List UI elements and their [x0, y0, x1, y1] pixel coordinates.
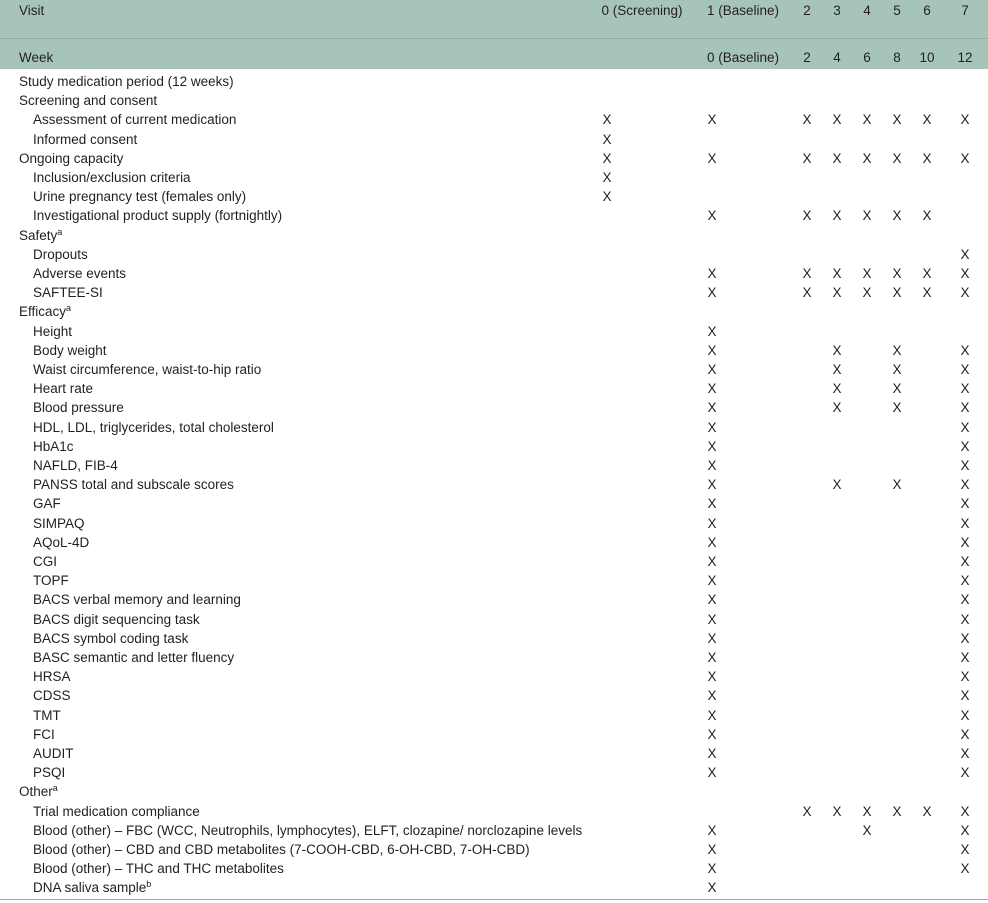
schedule-mark: X	[707, 880, 717, 896]
schedule-mark: X	[960, 477, 970, 493]
table-row	[0, 283, 988, 302]
table-row	[0, 610, 988, 629]
schedule-mark: X	[707, 458, 717, 473]
schedule-mark: X	[707, 285, 717, 301]
row-label-text: Trial medication compliance	[33, 803, 200, 819]
schedule-mark: X	[960, 726, 970, 742]
row-label-text: SAFTEE-SI	[33, 285, 103, 301]
schedule-mark: X	[707, 688, 717, 704]
row-label-text: HbA1c	[33, 438, 74, 454]
row-label	[19, 782, 58, 801]
row-label	[33, 744, 74, 763]
schedule-mark: X	[802, 208, 812, 224]
schedule-mark: X	[707, 496, 717, 512]
schedule-mark: X	[960, 246, 970, 262]
schedule-mark: X	[707, 208, 717, 224]
row-label-text: PSQI	[33, 765, 66, 781]
row-label-text: Safety	[19, 227, 58, 243]
table-row	[0, 706, 988, 725]
row-label-text: NAFLD, FIB-4	[33, 458, 118, 473]
schedule-mark: X	[707, 726, 717, 742]
schedule-mark: X	[802, 112, 812, 128]
schedule-mark: X	[707, 323, 717, 339]
table-row	[0, 398, 988, 417]
table-row	[0, 437, 988, 456]
schedule-mark: X	[960, 573, 970, 589]
schedule-mark: X	[922, 266, 932, 281]
table-row	[0, 840, 988, 859]
row-label	[33, 821, 582, 840]
schedule-mark: X	[707, 765, 717, 781]
schedule-mark: X	[960, 285, 970, 301]
row-label-text: Informed consent	[33, 131, 138, 147]
schedule-mark: X	[832, 266, 842, 281]
schedule-mark: X	[892, 342, 902, 358]
table-row	[0, 686, 988, 705]
row-label-text: TOPF	[33, 573, 69, 589]
schedule-mark: X	[960, 611, 970, 627]
table-row	[0, 418, 988, 437]
table-row	[0, 91, 988, 110]
table-row	[0, 168, 988, 187]
table-row	[0, 379, 988, 398]
row-label	[33, 610, 200, 629]
schedule-mark: X	[960, 707, 970, 723]
schedule-mark: X	[922, 112, 932, 128]
table-row	[0, 725, 988, 744]
schedule-mark: X	[960, 342, 970, 358]
table-row	[0, 341, 988, 360]
table-row	[0, 494, 988, 513]
week-col-1: 0 (Baseline)	[706, 50, 780, 65]
schedule-mark: X	[802, 285, 812, 301]
schedule-mark: X	[707, 362, 717, 377]
table-row	[0, 802, 988, 821]
table-row	[0, 245, 988, 264]
row-label	[33, 206, 282, 225]
row-label-text: Blood (other) – FBC (WCC, Neutrophils, lymphocytes), ELFT, clozapine/ norclozapine levels	[33, 822, 583, 838]
row-label-text: HDL, LDL, triglycerides, total cholesterol	[33, 419, 274, 435]
schedule-mark: X	[892, 150, 902, 166]
table-row	[0, 629, 988, 648]
visit-col-6: 6	[923, 3, 931, 18]
schedule-mark: X	[960, 803, 970, 819]
schedule-mark: X	[862, 822, 872, 838]
row-label	[19, 226, 62, 245]
week-col-4: 6	[863, 50, 871, 65]
row-label	[33, 686, 71, 705]
schedule-mark: X	[960, 150, 970, 166]
table-row	[0, 475, 988, 494]
schedule-mark: X	[707, 381, 717, 397]
schedule-mark: X	[707, 573, 717, 589]
row-label-text: Blood (other) – THC and THC metabolites	[33, 861, 284, 877]
table-row	[0, 130, 988, 149]
row-label	[33, 322, 72, 341]
row-label	[33, 475, 234, 494]
row-label	[33, 379, 93, 398]
row-label-text: CDSS	[33, 688, 71, 704]
schedule-mark: X	[802, 266, 812, 281]
row-label	[33, 437, 74, 456]
row-label	[33, 725, 55, 744]
visit-header-row	[0, 0, 988, 22]
footnote-marker: a	[66, 303, 72, 314]
schedule-mark: X	[707, 592, 717, 608]
row-label-text: AQoL-4D	[33, 534, 90, 550]
schedule-mark: X	[707, 822, 717, 838]
table-row	[0, 821, 988, 840]
schedule-mark: X	[922, 208, 932, 224]
row-label-text: Study medication period (12 weeks)	[19, 74, 234, 89]
schedule-mark: X	[862, 208, 872, 224]
schedule-mark: X	[707, 438, 717, 454]
table-row	[0, 149, 988, 168]
table-row	[0, 590, 988, 609]
schedule-mark: X	[960, 419, 970, 435]
schedule-mark: X	[960, 362, 970, 377]
schedule-mark: X	[892, 803, 902, 819]
schedule-mark: X	[960, 438, 970, 454]
table-row	[0, 878, 988, 897]
schedule-mark: X	[862, 266, 872, 281]
schedule-mark: X	[832, 381, 842, 397]
row-label-text: FCI	[33, 726, 55, 742]
schedule-mark: X	[602, 170, 612, 185]
row-label-text: Waist circumference, waist-to-hip ratio	[33, 362, 262, 377]
schedule-mark: X	[892, 362, 902, 377]
row-label	[33, 283, 103, 302]
row-label-text: TMT	[33, 707, 61, 723]
schedule-mark: X	[707, 630, 717, 646]
row-label	[33, 552, 57, 571]
schedule-mark: X	[960, 381, 970, 397]
schedule-mark: X	[960, 496, 970, 512]
schedule-mark: X	[922, 803, 932, 819]
schedule-mark: X	[707, 707, 717, 723]
schedule-mark: X	[960, 458, 970, 473]
schedule-mark: X	[892, 477, 902, 493]
schedule-mark: X	[862, 150, 872, 166]
row-label	[33, 514, 85, 533]
schedule-mark: X	[862, 803, 872, 819]
row-label	[33, 590, 241, 609]
row-label-text: SIMPAQ	[33, 515, 85, 531]
footnote-marker: a	[52, 783, 58, 794]
row-label-text: AUDIT	[33, 746, 74, 761]
row-label-text: Heart rate	[33, 381, 94, 397]
schedule-mark: X	[892, 285, 902, 301]
schedule-mark: X	[707, 266, 717, 281]
row-label	[33, 840, 530, 859]
schedule-mark: X	[960, 534, 970, 550]
row-label	[33, 245, 88, 264]
schedule-mark: X	[707, 746, 717, 761]
schedule-mark: X	[707, 842, 717, 857]
schedule-mark: X	[960, 822, 970, 838]
visit-label: Visit	[19, 3, 45, 18]
schedule-mark: X	[960, 765, 970, 781]
week-label: Week	[19, 50, 54, 65]
schedule-mark: X	[960, 842, 970, 857]
visit-col-4: 4	[863, 3, 871, 18]
row-label-text: Efficacy	[19, 304, 67, 320]
schedule-mark: X	[960, 592, 970, 608]
header-divider	[0, 38, 988, 39]
week-col-5: 8	[893, 50, 901, 65]
schedule-mark: X	[832, 150, 842, 166]
table-row	[0, 552, 988, 571]
row-label	[33, 648, 234, 667]
schedule-mark: X	[707, 534, 717, 550]
schedule-mark: X	[960, 400, 970, 416]
schedule-mark: X	[832, 208, 842, 224]
visit-col-0: 0 (Screening)	[601, 3, 683, 18]
row-label	[33, 802, 200, 821]
row-label	[33, 763, 65, 782]
row-label-text: Screening and consent	[19, 93, 158, 109]
footnote-marker: a	[57, 226, 63, 237]
row-label-text: Blood (other) – CBD and CBD metabolites (7-COOH-CBD, 6-OH-CBD, 7-OH-CBD)	[33, 842, 530, 857]
table-row	[0, 514, 988, 533]
row-label	[19, 91, 157, 110]
schedule-mark: X	[960, 266, 970, 281]
schedule-mark: X	[802, 803, 812, 819]
table-row	[0, 667, 988, 686]
row-label	[33, 571, 69, 590]
row-label-text: BASC semantic and letter fluency	[33, 650, 235, 665]
row-label	[33, 418, 274, 437]
schedule-mark: X	[960, 515, 970, 531]
row-label	[33, 859, 284, 878]
row-label	[33, 494, 61, 513]
row-label	[33, 629, 188, 648]
table-row	[0, 744, 988, 763]
schedule-mark: X	[707, 554, 717, 569]
schedule-mark: X	[892, 266, 902, 281]
row-label	[33, 533, 89, 552]
visit-col-1: 1 (Baseline)	[706, 3, 780, 18]
table-row	[0, 110, 988, 129]
visit-col-3: 3	[833, 3, 841, 18]
week-col-6: 10	[919, 50, 935, 65]
row-label-text: Dropouts	[33, 246, 88, 262]
week-col-2: 2	[803, 50, 811, 65]
table-row	[0, 533, 988, 552]
row-label-text: Height	[33, 323, 73, 339]
row-label-text: Investigational product supply (fortnightly)	[33, 208, 283, 224]
footnote-marker: b	[146, 879, 152, 890]
row-label	[33, 360, 261, 379]
schedule-mark: X	[832, 477, 842, 493]
row-label-text: Blood pressure	[33, 400, 124, 416]
row-label	[33, 168, 191, 187]
week-col-7: 12	[957, 50, 973, 65]
table-bottom-rule	[0, 899, 988, 900]
row-label-text: GAF	[33, 496, 61, 512]
row-label-text: Other	[19, 784, 53, 800]
row-label	[33, 667, 71, 686]
row-label	[19, 302, 71, 321]
schedule-mark: X	[707, 515, 717, 531]
table-row	[0, 264, 988, 283]
schedule-mark: X	[832, 342, 842, 358]
schedule-mark: X	[960, 630, 970, 646]
table-row	[0, 206, 988, 225]
visit-col-5: 5	[893, 3, 901, 18]
table-row	[0, 648, 988, 667]
schedule-mark: X	[960, 669, 970, 685]
row-label-text: DNA saliva sample	[33, 880, 147, 896]
schedule-mark: X	[602, 131, 612, 147]
schedule-mark: X	[892, 400, 902, 416]
table-row	[0, 226, 988, 245]
row-label	[33, 187, 246, 206]
table-row	[0, 302, 988, 321]
schedule-mark: X	[832, 400, 842, 416]
schedule-mark: X	[960, 688, 970, 704]
row-label-text: CGI	[33, 554, 58, 569]
row-label-text: Adverse events	[33, 266, 127, 281]
row-label-text: BACS digit sequencing task	[33, 611, 200, 627]
table-row	[0, 763, 988, 782]
schedule-mark: X	[832, 285, 842, 301]
table-row	[0, 571, 988, 590]
row-label	[33, 110, 236, 129]
schedule-mark: X	[602, 112, 612, 128]
schedule-mark: X	[707, 342, 717, 358]
row-label-text: Body weight	[33, 342, 107, 358]
visit-col-2: 2	[803, 3, 811, 18]
schedule-mark: X	[707, 611, 717, 627]
schedule-mark: X	[707, 669, 717, 685]
row-label	[33, 264, 126, 283]
schedule-mark: X	[960, 112, 970, 128]
schedule-mark: X	[802, 150, 812, 166]
table-row	[0, 187, 988, 206]
schedule-mark: X	[707, 419, 717, 435]
visit-col-7: 7	[961, 3, 969, 18]
schedule-mark: X	[707, 400, 717, 416]
row-label-text: Ongoing capacity	[19, 150, 124, 166]
schedule-mark: X	[602, 189, 612, 205]
schedule-mark: X	[960, 554, 970, 569]
schedule-mark: X	[832, 803, 842, 819]
schedule-mark: X	[960, 650, 970, 665]
row-label	[33, 398, 124, 417]
table-row	[0, 859, 988, 878]
table-row	[0, 322, 988, 341]
table-row	[0, 72, 988, 91]
schedule-mark: X	[707, 112, 717, 128]
row-label-text: Inclusion/exclusion criteria	[33, 170, 191, 185]
schedule-mark: X	[832, 362, 842, 377]
row-label-text: HRSA	[33, 669, 71, 685]
row-label	[33, 878, 151, 897]
schedule-mark: X	[707, 650, 717, 665]
schedule-mark: X	[707, 861, 717, 877]
schedule-mark: X	[862, 285, 872, 301]
schedule-mark: X	[602, 150, 612, 166]
row-label-text: BACS symbol coding task	[33, 630, 189, 646]
schedule-mark: X	[832, 112, 842, 128]
row-label	[33, 130, 137, 149]
row-label-text: Assessment of current medication	[33, 112, 237, 128]
row-label	[33, 706, 61, 725]
schedule-mark: X	[707, 150, 717, 166]
table-row	[0, 360, 988, 379]
schedule-mark: X	[960, 746, 970, 761]
schedule-mark: X	[922, 285, 932, 301]
schedule-mark: X	[892, 381, 902, 397]
schedule-mark: X	[892, 208, 902, 224]
row-label-text: BACS verbal memory and learning	[33, 592, 241, 608]
row-label	[19, 72, 234, 91]
schedule-mark: X	[707, 477, 717, 493]
table-row	[0, 782, 988, 801]
row-label	[19, 149, 123, 168]
schedule-mark: X	[922, 150, 932, 166]
schedule-mark: X	[862, 112, 872, 128]
row-label-text: PANSS total and subscale scores	[33, 477, 234, 493]
row-label	[33, 456, 118, 475]
row-label	[33, 341, 107, 360]
week-col-3: 4	[833, 50, 841, 65]
table-row	[0, 456, 988, 475]
week-header-row	[0, 47, 988, 69]
schedule-mark: X	[960, 861, 970, 877]
row-label-text: Urine pregnancy test (females only)	[33, 189, 247, 205]
schedule-mark: X	[892, 112, 902, 128]
